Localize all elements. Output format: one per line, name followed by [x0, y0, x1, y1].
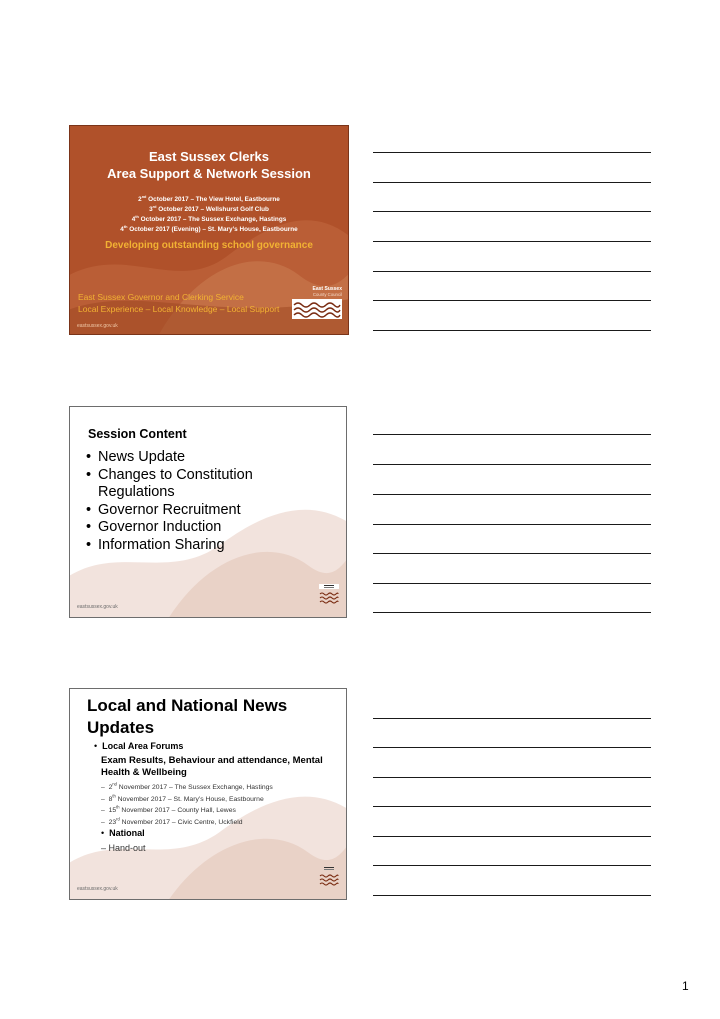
notes-line — [373, 836, 651, 837]
list-item: • News Update — [86, 449, 283, 467]
list-item: – 2nd November 2017 – The Sussex Exchange, Hastings — [101, 781, 273, 791]
handout-note: – Hand-out — [101, 843, 146, 853]
bullet-text: National — [109, 828, 145, 838]
slide-1-title — [69, 125, 349, 335]
slide-1-tagline: Developing outstanding school governance — [105, 240, 313, 251]
slide-1-title-line2: Area Support & Network Session — [107, 166, 311, 181]
slide-1-title-line1: East Sussex Clerks — [149, 149, 269, 164]
notes-line — [373, 152, 651, 153]
notes-line — [373, 211, 651, 212]
bullet-local-area-forums — [94, 741, 183, 751]
list-item: • Governor Induction — [86, 519, 283, 537]
notes-line — [373, 747, 651, 748]
session-date: 2nd October 2017 – The View Hotel, Eastbourne — [138, 194, 280, 203]
notes-line — [373, 271, 651, 272]
notes-line — [373, 865, 651, 866]
slide-3-news-updates — [69, 688, 347, 900]
list-item: – 23rd November 2017 – Civic Centre, Uckfield — [101, 816, 243, 826]
notes-line — [373, 300, 651, 301]
slide-3-heading: Local and National News Updates — [87, 696, 288, 737]
session-date: 4th October 2017 (Evening) – St. Mary’s House, Eastbourne — [120, 224, 298, 233]
notes-line — [373, 777, 651, 778]
footer-url: eastsussex.gov.uk — [77, 604, 118, 610]
notes-line — [373, 330, 651, 331]
bullet-national — [101, 828, 145, 838]
list-item: • Changes to Constitution Regulations — [86, 467, 283, 502]
notes-line — [373, 241, 651, 242]
notes-line — [373, 612, 651, 613]
session-content-list — [86, 449, 283, 554]
service-motto: Local Experience – Local Knowledge – Local Support — [78, 304, 280, 314]
bullet-text: Local Area Forums — [102, 741, 184, 751]
forum-dates-list — [101, 782, 273, 828]
notes-line — [373, 806, 651, 807]
notes-line — [373, 524, 651, 525]
list-item: • Information Sharing — [86, 537, 283, 555]
bullet-dot: • — [94, 741, 98, 751]
page-number: 1 — [682, 979, 689, 993]
footer-url: eastsussex.gov.uk — [77, 323, 118, 329]
notes-line — [373, 464, 651, 465]
notes-line — [373, 182, 651, 183]
notes-line — [373, 583, 651, 584]
session-date: 3rd October 2017 – Wellshurst Golf Club — [149, 204, 269, 213]
county-council-logo-small — [319, 584, 339, 611]
wave-emblem-icon — [319, 584, 339, 606]
footer-url: eastsussex.gov.uk — [77, 886, 118, 892]
slide-1-session-dates — [70, 195, 348, 235]
list-item: – 15th November 2017 – County Hall, Lewes — [101, 804, 236, 814]
forum-topics: Exam Results, Behaviour and attendance, Mental Health & Wellbeing — [101, 755, 323, 778]
wave-emblem-icon — [319, 866, 339, 888]
slide-1-service-text — [78, 291, 279, 315]
service-name: East Sussex Governor and Clerking Service — [78, 292, 244, 302]
bullet-dot: • — [101, 828, 105, 838]
notes-line — [373, 895, 651, 896]
notes-line — [373, 434, 651, 435]
slide-2-session-content — [69, 406, 347, 618]
county-council-logo — [292, 286, 342, 324]
notes-line — [373, 553, 651, 554]
county-council-logo-small — [319, 866, 339, 893]
list-item: • Governor Recruitment — [86, 502, 283, 520]
list-item: – 8th November 2017 – St. Mary’s House, Eastbourne — [101, 793, 264, 803]
notes-line — [373, 494, 651, 495]
logo-subtitle: County Council — [312, 292, 342, 297]
session-date: 4th October 2017 – The Sussex Exchange, Hastings — [131, 214, 287, 223]
logo-title: East Sussex — [312, 286, 342, 292]
notes-line — [373, 718, 651, 719]
slide-2-heading: Session Content — [88, 427, 187, 441]
wave-emblem-icon — [292, 297, 342, 319]
